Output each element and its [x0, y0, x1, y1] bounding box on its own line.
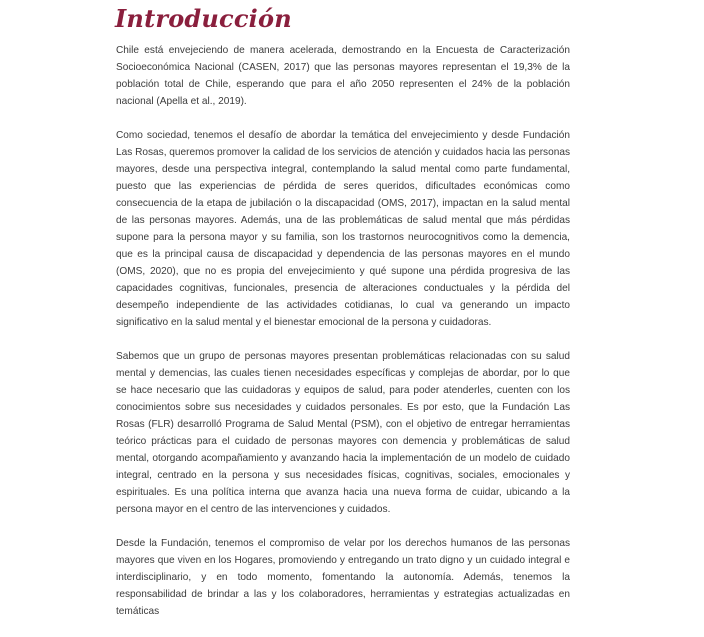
paragraph-2: Como sociedad, tenemos el desafío de abordar la temática del envejecimiento y desde Fundación Las Rosas, queremos promover la calidad de los servicios de atención y cuidados hacia las personas mayores, desde una perspectiva integral, contemplando la salud mental como parte fundamental, puesto que las experiencias de pérdida de seres queridos, dificultades económicas como consecuencia de la etapa de jubilación o la discapacidad (OMS, 2017), impactan en la salud mental de las personas mayores. Además, una de las problemáticas de salud mental que más pérdidas supone para la persona mayor y su familia, son los trastornos neurocognitivos como la demencia, que es la principal causa de discapacidad y dependencia de las personas mayores en el mundo (OMS, 2020), que no es propia del envejecimiento y qué supone una pérdida progresiva de las capacidades cognitivas, funcionales, presencia de alteraciones conductuales y la pérdida del desempeño independiente de las actividades cotidianas, lo cual va generando un impacto significativo en la salud mental y el bienestar emocional de la persona y cuidadoras.: [116, 130, 570, 328]
paragraph-4: Desde la Fundación, tenemos el compromiso de velar por los derechos humanos de las personas mayores que viven en los Hogares, promoviendo y entregando un trato digno y un cuidado integral e interdisciplinario, y en todo momento, fomentando la autonomía. Además, tenemos la responsabilidad de brindar a las y los colaboradores, herramientas y estrategias actualizadas en temáticas: [116, 538, 570, 617]
document-body: [116, 42, 570, 637]
paragraph-1: Chile está envejeciendo de manera acelerada, demostrando en la Encuesta de Caracterización Socioeconómica Nacional (CASEN, 2017) que las personas mayores representan el 19,3% de la población total de Chile, esperando que para el año 2050 representen el 24% de la población nacional (Apella et al., 2019).: [116, 45, 570, 107]
page-title: Introducción: [115, 4, 292, 33]
paragraph-3: Sabemos que un grupo de personas mayores presentan problemáticas relacionadas con su salud mental y demencias, las cuales tienen necesidades específicas y complejas de abordar, por lo que se hace necesario que las cuidadoras y equipos de salud, para poder atenderles, cuenten con los conocimientos sobre sus necesidades y cuidados personales. Es por esto, que la Fundación Las Rosas (FLR) desarrolló Programa de Salud Mental (PSM), con el objetivo de entregar herramientas teórico prácticas para el cuidado de personas mayores con demencia y problemáticas de salud mental, otorgando acompañamiento y avanzando hacia la implementación de un modelo de cuidado integral, centrado en la persona y sus necesidades físicas, cognitivas, sociales, emocionales y espirituales. Es una política interna que avanza hacia una nueva forma de cuidar, ubicando a la persona mayor en el centro de las intervenciones y cuidados.: [116, 351, 570, 515]
